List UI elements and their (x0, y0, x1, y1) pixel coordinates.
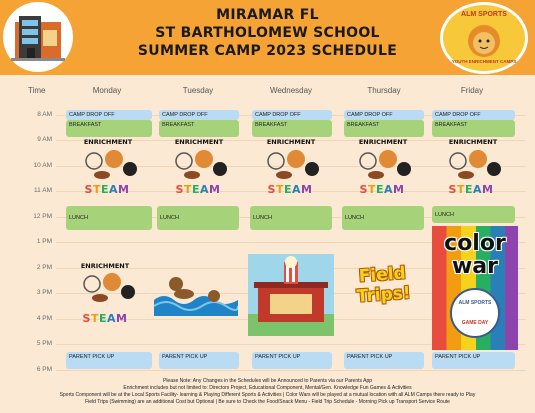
drop-off-block-monday: CAMP DROP OFF (66, 110, 152, 120)
enrichment-label-thursday: ENRICHMENT (358, 138, 408, 146)
lunch-block-tuesday: LUNCH (157, 206, 239, 230)
footer-line-4: Field Trips (Swimming) are an additional Cost but Optional | Be sure to Check the Food/Snack Menu - Field Trip Schedule - Morning Pick up Transport Service Route (85, 399, 450, 405)
time-label: 8 AM (37, 111, 52, 118)
time-label: 6 PM (36, 366, 52, 373)
drop-off-block-tuesday: CAMP DROP OFF (159, 110, 239, 120)
enrichment-label-monday-pm: ENRICHMENT (80, 262, 130, 270)
grid-line (56, 370, 526, 371)
footer-notes (0, 378, 535, 406)
breakfast-block-thursday: BREAKFAST (344, 120, 424, 137)
swimming-icon (154, 270, 238, 316)
footer-line-1: Please Note: Any Changes in the Schedules will be Announced to Parents via our Parents App (162, 378, 373, 384)
steam-logo-wednesday: STEAM (267, 183, 313, 196)
alm-sports-logo (440, 2, 528, 74)
logo-tagline-text: YOUTH ENRICHMENT CAMPS (451, 59, 517, 64)
sports-balls-icon (444, 147, 504, 181)
enrichment-label-monday: ENRICHMENT (83, 138, 133, 146)
day-header-tuesday: Tuesday (182, 86, 214, 95)
pickup-block-thursday: PARENT PICK UP (344, 352, 424, 369)
steam-logo-thursday: STEAM (359, 183, 405, 196)
footer-line-2: Enrichment includes but not limited to: Directors Project, Educational Component, Mental/Gen. Knowledge Fun Games & Activities (123, 385, 412, 391)
day-header-friday: Friday (460, 86, 484, 95)
header-line-1: MIRAMAR FL (216, 7, 319, 23)
lunch-block-monday: LUNCH (66, 206, 152, 230)
time-label: 5 PM (36, 340, 52, 347)
time-label: 4 PM (36, 315, 52, 322)
steam-logo-monday-pm: STEAM (82, 312, 128, 325)
day-header-monday: Monday (92, 86, 122, 95)
lunch-block-wednesday: LUNCH (250, 206, 332, 230)
steam-logo-tuesday: STEAM (175, 183, 221, 196)
sports-balls-icon (78, 270, 138, 304)
color-war-title: color war (444, 231, 506, 279)
enrichment-label-tuesday: ENRICHMENT (174, 138, 224, 146)
enrichment-label-wednesday: ENRICHMENT (266, 138, 316, 146)
lunch-block-thursday: LUNCH (342, 206, 424, 230)
time-column-header: Time (28, 86, 46, 95)
drop-off-block-wednesday: CAMP DROP OFF (252, 110, 332, 120)
time-label: 2 PM (36, 264, 52, 271)
drop-off-block-thursday: CAMP DROP OFF (344, 110, 424, 120)
day-header-wednesday: Wednesday (269, 86, 313, 95)
logo-brand-text: ALM SPORTS (461, 11, 507, 18)
color-war-panel (432, 226, 518, 350)
sports-balls-icon (262, 147, 322, 181)
header-line-3: SUMMER CAMP 2023 SCHEDULE (137, 43, 398, 59)
header-line-2: ST BARTHOLOMEW SCHOOL (155, 25, 380, 41)
sports-balls-icon (170, 147, 230, 181)
footer-line-3: Sports Component will be at the Local Sports Facility- learning & Playing Different Sports & Activities | Color Wars will be played at a mutual location with all ALM Camps there ready to Play (59, 392, 476, 398)
steam-logo-monday: STEAM (84, 183, 130, 196)
badge-brand-text: ALM SPORTS (458, 300, 492, 306)
time-label: 1 PM (36, 238, 52, 245)
breakfast-block-monday: BREAKFAST (66, 120, 152, 137)
enrichment-label-friday: ENRICHMENT (448, 138, 498, 146)
time-label: 12 PM (33, 213, 52, 220)
lunch-block-friday: LUNCH (432, 206, 515, 223)
school-building-logo (3, 2, 73, 72)
day-header-thursday: Thursday (367, 86, 401, 95)
badge-game-day-text: GAME DAY (461, 320, 489, 326)
game-day-badge (450, 288, 500, 338)
breakfast-block-tuesday: BREAKFAST (159, 120, 239, 137)
field-trips-banner: Field Trips! (356, 263, 412, 307)
drop-off-block-friday: CAMP DROP OFF (432, 110, 515, 120)
pickup-block-monday: PARENT PICK UP (66, 352, 152, 369)
breakfast-block-wednesday: BREAKFAST (252, 120, 332, 137)
pickup-block-wednesday: PARENT PICK UP (252, 352, 332, 369)
movie-theater-icon (248, 254, 334, 336)
sports-balls-icon (80, 147, 140, 181)
school-building-icon (3, 2, 73, 72)
breakfast-block-friday: BREAKFAST (432, 120, 515, 137)
time-label: 11 AM (34, 187, 52, 194)
steam-logo-friday: STEAM (448, 183, 494, 196)
sports-balls-icon (354, 147, 414, 181)
pickup-block-friday: PARENT PICK UP (432, 352, 515, 369)
time-label: 3 PM (36, 289, 52, 296)
pickup-block-tuesday: PARENT PICK UP (159, 352, 239, 369)
time-label: 9 AM (37, 136, 52, 143)
time-label: 10 AM (33, 162, 52, 169)
